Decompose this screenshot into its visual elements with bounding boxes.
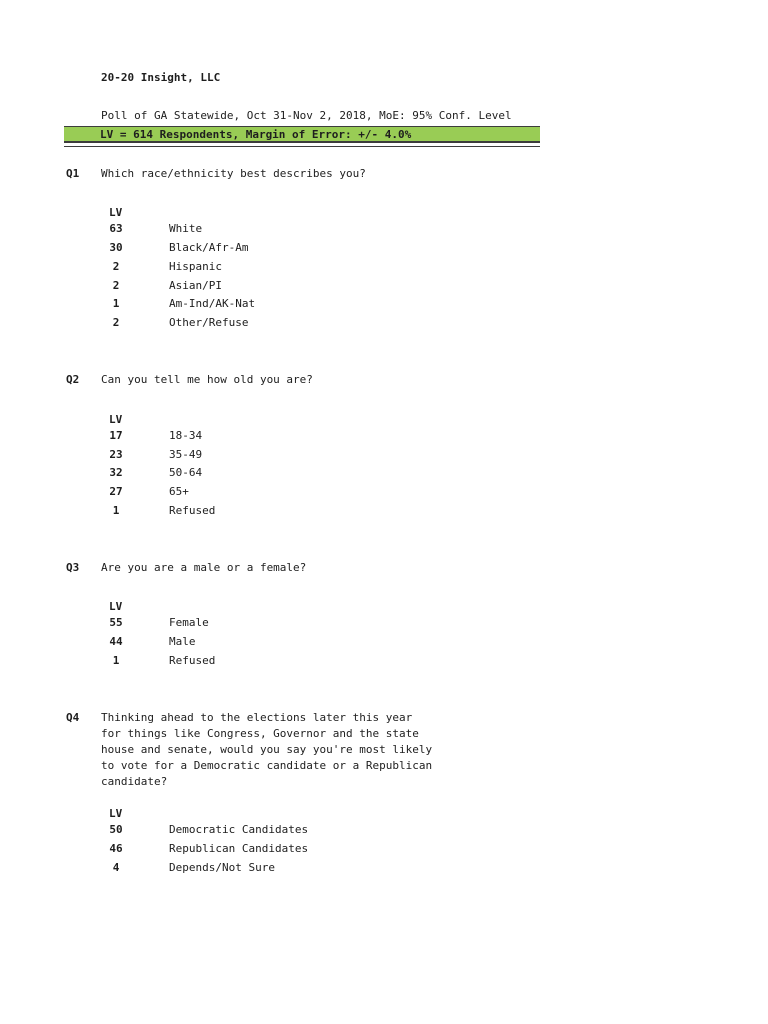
row-label: 35-49 <box>169 448 203 461</box>
row-label: Other/Refuse <box>169 316 249 329</box>
row-value: 63 <box>109 222 123 235</box>
row-label: Democratic Candidates <box>169 823 309 836</box>
question-text: Are you are a male or a female? <box>101 561 307 574</box>
lv-column-header: LV <box>109 600 123 613</box>
row-label: 50-64 <box>169 466 203 479</box>
question-number: Q2 <box>66 373 80 386</box>
question-text: Thinking ahead to the elections later this year for things like Congress, Governor and the state house and senate, would you say you're most likely to vote for a Democratic candidate or a Republican candidate? <box>101 711 433 788</box>
row-label: Asian/PI <box>169 279 222 292</box>
row-label: White <box>169 222 203 235</box>
row-label: Refused <box>169 654 216 667</box>
question-text: Which race/ethnicity best describes you? <box>101 167 366 180</box>
row-label: Refused <box>169 504 216 517</box>
row-label: 18-34 <box>169 429 203 442</box>
row-value: 1 <box>112 504 120 517</box>
row-value: 44 <box>109 635 123 648</box>
poll-description: Poll of GA Statewide, Oct 31-Nov 2, 2018, MoE: 95% Conf. Level <box>101 109 512 122</box>
row-value: 2 <box>112 260 120 273</box>
lv-column-header: LV <box>109 413 123 426</box>
lv-column-header: LV <box>109 206 123 219</box>
lv-column-header: LV <box>109 807 123 820</box>
row-value: 23 <box>109 448 123 461</box>
row-value: 17 <box>109 429 123 442</box>
row-label: Hispanic <box>169 260 222 273</box>
respondents-band-text: LV = 614 Respondents, Margin of Error: +/- 4.0% <box>100 128 412 141</box>
row-label: 65+ <box>169 485 189 498</box>
row-label: Black/Afr-Am <box>169 241 249 254</box>
row-value: 4 <box>112 861 120 874</box>
row-value: 32 <box>109 466 123 479</box>
row-value: 2 <box>112 279 120 292</box>
row-value: 27 <box>109 485 123 498</box>
row-value: 1 <box>112 654 120 667</box>
row-label: Am-Ind/AK-Nat <box>169 297 256 310</box>
row-value: 50 <box>109 823 123 836</box>
question-number: Q1 <box>66 167 80 180</box>
row-label: Female <box>169 616 209 629</box>
row-label: Male <box>169 635 196 648</box>
row-value: 55 <box>109 616 123 629</box>
row-label: Republican Candidates <box>169 842 309 855</box>
question-text: Can you tell me how old you are? <box>101 373 313 386</box>
question-number: Q4 <box>66 711 80 724</box>
row-value: 30 <box>109 241 123 254</box>
row-value: 46 <box>109 842 123 855</box>
respondents-band <box>64 126 540 143</box>
row-label: Depends/Not Sure <box>169 861 275 874</box>
question-number: Q3 <box>66 561 80 574</box>
row-value: 1 <box>112 297 120 310</box>
row-value: 2 <box>112 316 120 329</box>
org-name: 20-20 Insight, LLC <box>101 71 221 84</box>
band-underline <box>64 146 540 147</box>
